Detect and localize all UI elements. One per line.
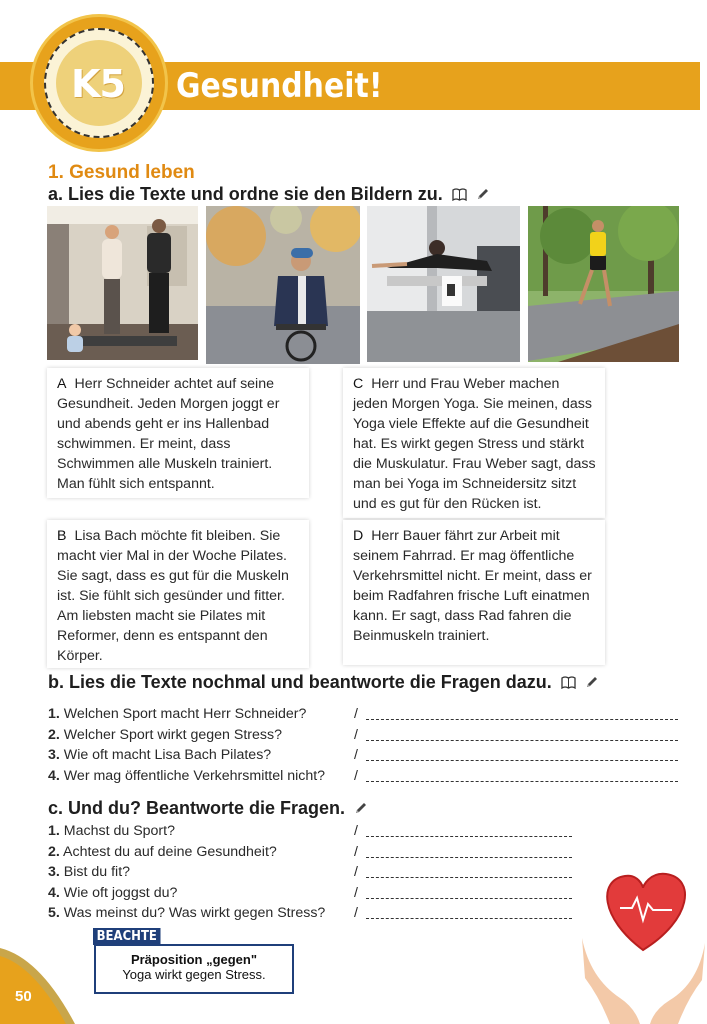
- question-row: [48, 727, 688, 748]
- question-row: [48, 768, 688, 789]
- page-title: Gesundheit!: [176, 66, 383, 106]
- task-b-heading: [48, 672, 599, 694]
- task-a-heading: [48, 184, 490, 206]
- photo-pilates: [367, 206, 520, 362]
- beachte-label: BEACHTE: [93, 928, 161, 945]
- task-c-label: c. Und du? Beantworte die Fragen.: [48, 798, 346, 818]
- question-text: Welcher Sport wirkt gegen Stress?: [63, 726, 282, 743]
- answer-slash: /: [354, 864, 358, 881]
- answer-slash: /: [354, 747, 358, 764]
- pencil-icon: [585, 673, 599, 694]
- question-number: 3.: [48, 864, 60, 881]
- photo-cyclist: [206, 206, 360, 364]
- answer-slash: /: [354, 767, 358, 784]
- text-box-c: [343, 368, 605, 518]
- text-body-b: Lisa Bach möchte fit bleiben. Sie macht vier Mal in der Woche Pilates. Sie sagt, dass es gut für die Muskeln ist. Sie fühlt sich gesünder und fitter. Am liebsten macht sie Pilates mit Reformer, denn es entspannt den Körper.: [57, 528, 289, 664]
- question-row: [48, 905, 588, 926]
- question-number: 1.: [48, 706, 60, 722]
- text-letter-c: C: [353, 376, 364, 392]
- book-icon: [561, 673, 576, 694]
- text-box-d: [343, 520, 605, 665]
- task-a-label: a. Lies die Texte und ordne sie den Bildern zu.: [48, 184, 443, 204]
- question-number: 4.: [48, 884, 60, 901]
- answer-slash: /: [354, 884, 358, 901]
- answer-slash: /: [354, 726, 358, 743]
- task-c-heading: [48, 798, 368, 820]
- heart-icon: [580, 858, 707, 1024]
- question-text: Wie oft macht Lisa Bach Pilates?: [63, 747, 272, 764]
- pencil-icon: [354, 799, 368, 820]
- question-text: Wie oft joggst du?: [63, 884, 178, 901]
- answer-slash: /: [354, 905, 358, 922]
- page-corner: [0, 948, 75, 1024]
- answer-line[interactable]: [366, 898, 572, 899]
- answer-line[interactable]: [366, 719, 678, 720]
- text-letter-b: B: [57, 528, 67, 544]
- question-text: Machst du Sport?: [63, 823, 175, 839]
- question-number: 1.: [48, 823, 60, 839]
- answer-line[interactable]: [366, 836, 572, 837]
- page-number: 50: [15, 988, 32, 1005]
- question-text: Welchen Sport macht Herr Schneider?: [63, 706, 307, 722]
- answer-line[interactable]: [366, 857, 572, 858]
- question-row: [48, 706, 688, 727]
- text-body-a: Herr Schneider achtet auf seine Gesundheit. Jeden Morgen joggt er und abends geht er ins Hallenbad schwimmen. Er meint, dass Schwimmen alle Muskeln trainiert. Man fühlt sich entspannt.: [57, 376, 280, 492]
- text-body-c: Herr und Frau Weber machen jeden Morgen Yoga. Sie meinen, dass Yoga viele Effekte auf die Gesundheit hat. Es wirkt gegen Stress und stärkt die Muskulatur. Frau Weber sagt, dass man bei Yoga im Schneidersitz sitzt und es gut für den Rücken ist.: [353, 376, 596, 512]
- question-row: [48, 844, 588, 865]
- question-text: Achtest du auf deine Gesundheit?: [63, 843, 277, 860]
- task-b-questions: [48, 706, 688, 788]
- text-letter-d: D: [353, 528, 364, 544]
- answer-slash: /: [354, 843, 358, 860]
- text-box-a: [47, 368, 309, 498]
- text-box-b: [47, 520, 309, 668]
- question-text: Bist du fit?: [63, 864, 131, 881]
- answer-slash: /: [354, 706, 358, 722]
- answer-slash: /: [354, 823, 358, 839]
- question-number: 2.: [48, 843, 60, 860]
- answer-line[interactable]: [366, 781, 678, 782]
- photo-jogger: [528, 206, 679, 362]
- task-c-questions: [48, 823, 588, 926]
- question-row: [48, 747, 688, 768]
- question-number: 2.: [48, 726, 60, 743]
- pencil-icon: [476, 185, 490, 206]
- answer-line[interactable]: [366, 918, 572, 919]
- beachte-box: [94, 944, 294, 994]
- question-number: 5.: [48, 905, 60, 922]
- section-title: 1. Gesund leben: [48, 162, 195, 183]
- question-text: Wer mag öffentliche Verkehrsmittel nicht?: [63, 767, 326, 784]
- answer-line[interactable]: [366, 760, 678, 761]
- question-number: 3.: [48, 747, 60, 764]
- beachte-line-1: Präposition „gegen": [130, 952, 258, 967]
- text-body-d: Herr Bauer fährt zur Arbeit mit seinem Fahrrad. Er mag öffentliche Verkehrsmittel nicht. Er meint, dass er beim Radfahren frische Luft einatmen kann. Er sagt, dass Rad fahren die Beinmuskeln trainiert.: [353, 528, 592, 644]
- question-row: [48, 823, 588, 844]
- question-number: 4.: [48, 767, 60, 784]
- question-row: [48, 864, 588, 885]
- book-icon: [452, 185, 467, 206]
- answer-line[interactable]: [366, 877, 572, 878]
- question-row: [48, 885, 588, 906]
- beachte-line-2: Yoga wirkt gegen Stress.: [122, 967, 266, 982]
- chapter-number: K5: [71, 62, 125, 106]
- answer-line[interactable]: [366, 740, 678, 741]
- photo-yoga-couple: [47, 206, 198, 360]
- task-b-label: b. Lies die Texte nochmal und beantworte die Fragen dazu.: [48, 672, 552, 692]
- question-text: Was meinst du? Was wirkt gegen Stress?: [63, 905, 326, 922]
- text-letter-a: A: [57, 376, 67, 392]
